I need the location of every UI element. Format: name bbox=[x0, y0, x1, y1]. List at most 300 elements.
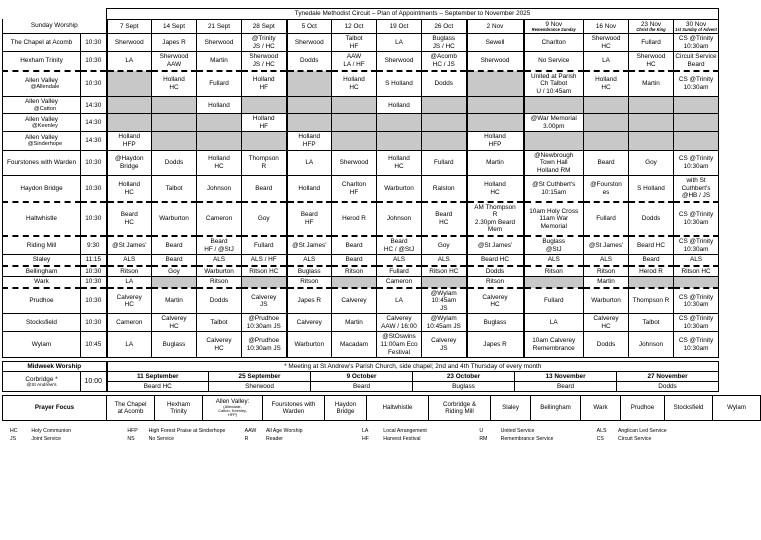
appointment-cell: Herod R bbox=[332, 202, 377, 236]
appointment-cell: Holland HF bbox=[242, 114, 287, 132]
appointment-cell: 10am Calverey Remembrance bbox=[524, 332, 584, 358]
service-time: 10:30 bbox=[81, 52, 107, 71]
appointment-cell: Johnson bbox=[629, 332, 674, 358]
appointment-cell: ALS bbox=[422, 255, 467, 266]
service-time: 10:30 bbox=[81, 202, 107, 236]
appointment-cell bbox=[377, 132, 422, 150]
appointment-cell: @Prudhoe 10:30am JS bbox=[242, 332, 287, 358]
appointment-cell: Japes R bbox=[287, 288, 332, 314]
legend-definition: No Service bbox=[148, 435, 175, 442]
table-row bbox=[3, 314, 719, 332]
appointment-cell: Buglass bbox=[152, 332, 197, 358]
appointment-cell: S Holland bbox=[629, 176, 674, 202]
venue-name: Slaley bbox=[3, 255, 81, 266]
appointment-cell: @Wylam 10:45am JS bbox=[422, 288, 467, 314]
appointment-cell bbox=[107, 114, 152, 132]
prayer-focus-item-10: Prudhoe bbox=[621, 396, 665, 420]
appointment-cell: LA bbox=[584, 52, 629, 71]
midweek-date-2: 9 October bbox=[311, 372, 413, 382]
midweek-dates-row bbox=[3, 372, 719, 382]
appointment-cell: Ritson bbox=[332, 266, 377, 277]
appointment-cell: Warburton bbox=[377, 176, 422, 202]
appointment-cell bbox=[629, 97, 674, 114]
prayer-focus-item-6: Corbridge & Riding Mill bbox=[429, 396, 491, 420]
appointment-cell: Holland bbox=[377, 97, 422, 114]
appointment-cell bbox=[629, 132, 674, 150]
appointment-cell: Cameron bbox=[197, 202, 242, 236]
date-header-7: 26 Oct bbox=[422, 19, 467, 34]
date-header-12: 30 Nov 1st Sunday of Advent bbox=[675, 20, 717, 33]
prayer-focus-item-9: Wark bbox=[581, 396, 621, 420]
appointment-cell: Talbot bbox=[629, 314, 674, 332]
appointment-cell: No Service bbox=[524, 52, 584, 71]
appointment-cell: Beard bbox=[152, 255, 197, 266]
appointment-cell: Circuit Service Beard bbox=[674, 52, 719, 71]
table-row bbox=[3, 52, 719, 71]
appointment-cell: @St Cuthbert's 10:15am bbox=[524, 176, 584, 202]
appointment-cell: Goy bbox=[242, 202, 287, 236]
appointment-cell: Dodds bbox=[584, 332, 629, 358]
appointment-cell: LA bbox=[107, 277, 152, 288]
appointment-cell: Macadam bbox=[332, 332, 377, 358]
midweek-date-1: 25 September bbox=[209, 372, 311, 382]
legend-row bbox=[8, 435, 712, 443]
appointment-cell: Calverey JS bbox=[242, 288, 287, 314]
appointment-cell: CS @Trinity 10:30am bbox=[674, 288, 719, 314]
appointment-cell: Calverey HC bbox=[584, 314, 629, 332]
service-time: 9:30 bbox=[81, 236, 107, 255]
appointment-cell bbox=[584, 114, 629, 132]
midweek-values-row bbox=[3, 382, 719, 392]
appointment-cell: Holland HC bbox=[584, 71, 629, 97]
appointment-cell: Sherwood HC bbox=[584, 34, 629, 52]
appointment-cell: Martin bbox=[197, 52, 242, 71]
appointment-cell bbox=[197, 132, 242, 150]
appointment-cell bbox=[197, 114, 242, 132]
date-header-0: 7 Sept bbox=[107, 19, 152, 34]
appointment-cell: Sherwood bbox=[377, 52, 422, 71]
appointment-cell: LA bbox=[107, 332, 152, 358]
abbreviation-legend bbox=[8, 427, 712, 443]
appointment-cell: Holland HC bbox=[332, 71, 377, 97]
appointment-cell: Holland HC bbox=[467, 176, 524, 202]
page-title: Tynedale Methodist Circuit – Plan of Appointments – September to November 2025 bbox=[107, 9, 719, 20]
service-time: 10:45 bbox=[81, 332, 107, 358]
appointment-cell: Holland HF bbox=[242, 71, 287, 97]
appointment-cell: ALS bbox=[524, 255, 584, 266]
legend-definition: High Forest Praise at Sinderhope bbox=[148, 427, 226, 434]
legend-definition: Joint Service bbox=[31, 435, 62, 442]
appointment-cell: Thompson R bbox=[629, 288, 674, 314]
appointment-cell bbox=[524, 277, 584, 288]
appointment-cell: Holland HC bbox=[107, 176, 152, 202]
appointment-cell: @Trinity JS / HC bbox=[242, 34, 287, 52]
appointment-cell: Sherwood bbox=[467, 52, 524, 71]
midweek-time: 10:00 bbox=[81, 372, 107, 392]
service-time: 14:30 bbox=[81, 132, 107, 150]
appointment-cell: Charlton HF bbox=[332, 176, 377, 202]
appointment-cell bbox=[467, 71, 524, 97]
service-time: 10:30 bbox=[81, 71, 107, 97]
legend-abbr: ALS bbox=[596, 427, 607, 434]
appointment-cell: Beard bbox=[332, 236, 377, 255]
service-time: 10:30 bbox=[81, 266, 107, 277]
midweek-title: Midweek Worship bbox=[3, 362, 107, 372]
appointment-cell: Talbot HF bbox=[332, 34, 377, 52]
appointment-cell bbox=[467, 97, 524, 114]
prayer-focus-table bbox=[2, 395, 761, 420]
appointment-cell: ALS bbox=[287, 255, 332, 266]
appointment-cell: Beard bbox=[584, 150, 629, 176]
appointment-cell: Ritson HC bbox=[242, 266, 287, 277]
sunday-worship-table bbox=[2, 8, 719, 358]
title-spacer2 bbox=[81, 9, 107, 20]
appointment-cell: Fullard bbox=[197, 71, 242, 97]
appointment-cell bbox=[242, 97, 287, 114]
appointment-cell: ALS / HF bbox=[242, 255, 287, 266]
appointment-cell: Herod R bbox=[629, 266, 674, 277]
service-time: 10:30 bbox=[81, 34, 107, 52]
appointment-cell: Beard bbox=[332, 255, 377, 266]
appointment-cell: Goy bbox=[629, 150, 674, 176]
appointment-cell bbox=[332, 97, 377, 114]
appointment-cell bbox=[467, 114, 524, 132]
appointment-cell bbox=[107, 71, 152, 97]
appointment-cell: Calverey HC bbox=[467, 288, 524, 314]
appointment-cell: Ritson HC bbox=[674, 266, 719, 277]
appointment-cell bbox=[287, 97, 332, 114]
appointment-cell: Ritson bbox=[287, 277, 332, 288]
appointment-cell: Warburton bbox=[152, 202, 197, 236]
appointment-cell: Dodds bbox=[197, 288, 242, 314]
appointment-cell: Calverey HC bbox=[152, 314, 197, 332]
date-header-6: 19 Oct bbox=[377, 19, 422, 34]
table-row bbox=[3, 332, 719, 358]
appointment-cell bbox=[674, 132, 719, 150]
appointment-cell bbox=[152, 114, 197, 132]
appointment-cell: CS @Trinity 10:30am bbox=[674, 236, 719, 255]
appointment-cell: Martin bbox=[629, 71, 674, 97]
appointment-cell: @War Memorial 3.00pm bbox=[524, 114, 584, 132]
legend-definition: Holy Communion bbox=[31, 427, 72, 434]
prayer-focus-title: Prayer Focus bbox=[3, 396, 107, 420]
appointment-cell: Calverey HC bbox=[197, 332, 242, 358]
appointment-cell: Holland HC bbox=[152, 71, 197, 97]
table-row bbox=[3, 288, 719, 314]
appointment-cell: Talbot bbox=[197, 314, 242, 332]
midweek-date-3: 23 October bbox=[413, 372, 515, 382]
venue-name: Allen Valley @Keenley bbox=[3, 114, 81, 132]
table-row bbox=[3, 266, 719, 277]
table-row bbox=[3, 132, 719, 150]
legend-definition: Reader bbox=[265, 435, 283, 442]
prayer-focus-item-5: Haltwhistle bbox=[367, 396, 429, 420]
service-time: 14:30 bbox=[81, 97, 107, 114]
appointment-cell: Fullard bbox=[377, 266, 422, 277]
legend-definition: Local Arrangement bbox=[383, 427, 427, 434]
appointment-cell: AAW LA / HF bbox=[332, 52, 377, 71]
appointment-cell: Thompson R bbox=[242, 150, 287, 176]
appointment-cell: Buglass bbox=[287, 266, 332, 277]
appointment-cell: CS @Trinity 10:30am bbox=[674, 332, 719, 358]
prayer-focus-item-8: Bellingham bbox=[531, 396, 581, 420]
appointment-cell: Cameron bbox=[107, 314, 152, 332]
appointment-cell: ALS bbox=[584, 255, 629, 266]
appointment-cell: Ritson bbox=[467, 277, 524, 288]
appointment-cell: Calverey bbox=[287, 314, 332, 332]
appointment-cell: Warburton bbox=[287, 332, 332, 358]
legend-row bbox=[8, 427, 712, 435]
appointment-cell bbox=[629, 277, 674, 288]
midweek-appointment: Dodds bbox=[617, 382, 719, 392]
midweek-appointment: Beard bbox=[515, 382, 617, 392]
legend-abbr: RM bbox=[479, 435, 488, 442]
midweek-appointment: Beard bbox=[311, 382, 413, 392]
appointment-cell: Dodds bbox=[152, 150, 197, 176]
table-row bbox=[3, 114, 719, 132]
midweek-venue: Corbridge * @St Andrew's bbox=[3, 372, 81, 392]
title-spacer bbox=[3, 9, 81, 20]
appointment-cell: Buglass @StJ bbox=[524, 236, 584, 255]
appointment-cell: Beard HC bbox=[629, 236, 674, 255]
prayer-focus-item-4: Haydon Bridge bbox=[325, 396, 367, 420]
appointment-cell: @Newbrough Town Hall Holland RM bbox=[524, 150, 584, 176]
appointment-cell: Japes R bbox=[152, 34, 197, 52]
appointment-cell: Buglass JS / HC bbox=[422, 34, 467, 52]
appointment-cell: ALS bbox=[674, 255, 719, 266]
appointment-cell: @St James' bbox=[287, 236, 332, 255]
appointment-cell: Dodds bbox=[629, 202, 674, 236]
appointment-cell: Fullard bbox=[422, 150, 467, 176]
appointment-cell: Warburton bbox=[197, 266, 242, 277]
appointment-cell: Sherwood HC bbox=[629, 52, 674, 71]
appointment-cell: S Holland bbox=[377, 71, 422, 97]
appointment-cell: Beard HF bbox=[287, 202, 332, 236]
table-row bbox=[3, 97, 719, 114]
appointment-cell: Beard HC bbox=[107, 202, 152, 236]
appointment-cell: Sherwood bbox=[107, 34, 152, 52]
venue-name: Haydon Bridge bbox=[3, 176, 81, 202]
legend-abbr: U bbox=[479, 427, 484, 434]
appointment-cell bbox=[287, 114, 332, 132]
appointment-cell: @Prudhoe 10:30am JS bbox=[242, 314, 287, 332]
appointment-cell: ALS bbox=[377, 255, 422, 266]
venue-name: Haltwhistle bbox=[3, 202, 81, 236]
appointment-cell: @St James' bbox=[584, 236, 629, 255]
venue-name: The Chapel at Acomb bbox=[3, 34, 81, 52]
midweek-date-4: 13 November bbox=[515, 372, 617, 382]
legend-definition: Circuit Service bbox=[617, 435, 652, 442]
prayer-focus-item-2: Allen Valley: (Allendale, Catton, Keenley, HFP) bbox=[203, 396, 263, 420]
appointment-cell: CS @Trinity 10:30am bbox=[674, 202, 719, 236]
prayer-focus-item-7: Slaley bbox=[491, 396, 531, 420]
appointment-cell: CS @Trinity 10:30am bbox=[674, 34, 719, 52]
table-row bbox=[3, 277, 719, 288]
midweek-appointment: Buglass bbox=[413, 382, 515, 392]
plan-header-row bbox=[3, 19, 719, 34]
legend-definition: All Age Worship bbox=[265, 427, 303, 434]
appointment-cell: Beard HC bbox=[422, 202, 467, 236]
appointment-cell: Japes R bbox=[467, 332, 524, 358]
appointment-cell: Martin bbox=[467, 150, 524, 176]
appointment-cell bbox=[524, 97, 584, 114]
midweek-appointment: Beard HC bbox=[107, 382, 209, 392]
midweek-appointment: Sherwood bbox=[209, 382, 311, 392]
appointment-cell: Beard HC / @StJ bbox=[377, 236, 422, 255]
appointment-cell: Beard HC bbox=[467, 255, 524, 266]
appointment-cell: Ralston bbox=[422, 176, 467, 202]
date-header-3: 28 Sept bbox=[242, 19, 287, 34]
legend-abbr: HC bbox=[10, 427, 18, 434]
appointment-cell: LA bbox=[377, 34, 422, 52]
venue-name: Allen Valley @Catton bbox=[3, 97, 81, 114]
appointment-cell: Martin bbox=[584, 277, 629, 288]
prayer-focus-item-12: Wylam bbox=[713, 396, 761, 420]
venue-name: Riding Mill bbox=[3, 236, 81, 255]
venue-name: Allen Valley @Allendale bbox=[3, 71, 81, 97]
appointment-cell bbox=[674, 97, 719, 114]
appointment-cell: with St Cuthbert's @HB / JS bbox=[674, 176, 719, 202]
legend-definition: Harvest Festival bbox=[383, 435, 421, 442]
appointment-cell: @Acomb HC / JS bbox=[422, 52, 467, 71]
date-header-10: 16 Nov bbox=[584, 19, 629, 34]
table-row bbox=[3, 71, 719, 97]
appointment-cell: ALS bbox=[197, 255, 242, 266]
prayer-focus-item-3: Fourstones with Warden bbox=[263, 396, 325, 420]
appointment-cell: Holland HFP bbox=[467, 132, 524, 150]
date-header-11: 23 Nov Christ the King bbox=[629, 19, 674, 34]
appointment-cell bbox=[584, 132, 629, 150]
legend-definition: Anglican Led Service bbox=[617, 427, 667, 434]
appointment-cell: Holland bbox=[197, 97, 242, 114]
appointment-cell bbox=[332, 277, 377, 288]
venue-name: Stocksfield bbox=[3, 314, 81, 332]
appointment-cell: Fullard bbox=[584, 202, 629, 236]
date-header-1: 14 Sept bbox=[152, 19, 197, 34]
appointment-cell: Ritson bbox=[107, 266, 152, 277]
plan-title-row bbox=[3, 9, 719, 20]
appointment-cell: Ritson bbox=[584, 266, 629, 277]
appointment-cell: Talbot bbox=[152, 176, 197, 202]
appointment-cell: Goy bbox=[422, 236, 467, 255]
appointment-cell bbox=[422, 277, 467, 288]
venue-name: Prudhoe bbox=[3, 288, 81, 314]
table-row bbox=[3, 236, 719, 255]
appointment-cell bbox=[107, 97, 152, 114]
table-row bbox=[3, 34, 719, 52]
prayer-focus-item-11: Stocksfield bbox=[665, 396, 713, 420]
venue-name: Wylam bbox=[3, 332, 81, 358]
appointment-cell: Fullard bbox=[524, 288, 584, 314]
appointment-cell bbox=[242, 277, 287, 288]
appointment-cell: @St James' bbox=[467, 236, 524, 255]
prayer-focus-item-1: Hexham Trinity bbox=[155, 396, 203, 420]
appointment-cell: LA bbox=[524, 314, 584, 332]
appointment-cell: Cameron bbox=[377, 277, 422, 288]
prayer-focus-row bbox=[3, 396, 761, 420]
venue-name: Bellingham bbox=[3, 266, 81, 277]
appointment-cell: Holland HC bbox=[197, 150, 242, 176]
appointment-cell bbox=[674, 114, 719, 132]
service-time: 10:30 bbox=[81, 150, 107, 176]
appointment-cell: Dodds bbox=[287, 52, 332, 71]
table-row bbox=[3, 150, 719, 176]
legend-abbr: HF bbox=[361, 435, 369, 442]
appointment-cell: Holland bbox=[287, 176, 332, 202]
appointment-cell: Sewell bbox=[467, 34, 524, 52]
appointment-cell: Sherwood JS / HC bbox=[242, 52, 287, 71]
appointment-cell: LA bbox=[107, 52, 152, 71]
service-time: 10:30 bbox=[81, 277, 107, 288]
appointment-cell: @Haydon Bridge bbox=[107, 150, 152, 176]
appointment-cell: Dodds bbox=[467, 266, 524, 277]
appointment-cell: Martin bbox=[152, 288, 197, 314]
appointment-cell: Sherwood bbox=[287, 34, 332, 52]
prayer-focus-item-0: The Chapel at Acomb bbox=[107, 396, 155, 420]
service-time: 11:15 bbox=[81, 255, 107, 266]
appointment-cell: @Wylam 10:45am JS bbox=[422, 314, 467, 332]
appointment-cell: Sherwood AAW bbox=[152, 52, 197, 71]
midweek-worship-table bbox=[2, 361, 719, 392]
appointment-cell bbox=[422, 132, 467, 150]
legend-definition: Remembrance Service bbox=[500, 435, 554, 442]
appointment-cell: LA bbox=[287, 150, 332, 176]
midweek-date-0: 11 September bbox=[107, 372, 209, 382]
service-time: 10:30 bbox=[81, 314, 107, 332]
venue-name: Wark bbox=[3, 277, 81, 288]
appointment-cell bbox=[674, 277, 719, 288]
appointment-cell: Buglass bbox=[467, 314, 524, 332]
legend-abbr: R bbox=[244, 435, 249, 442]
appointment-cell: Beard HF / @StJ bbox=[197, 236, 242, 255]
appointment-cell bbox=[152, 132, 197, 150]
appointment-cell bbox=[332, 132, 377, 150]
appointment-cell: CS @Trinity 10:30am bbox=[674, 150, 719, 176]
appointment-cell: Johnson bbox=[377, 202, 422, 236]
appointment-cell: Beard bbox=[629, 255, 674, 266]
legend-abbr: NS bbox=[127, 435, 135, 442]
appointment-cell: Holland HFP bbox=[107, 132, 152, 150]
legend-abbr: HFP bbox=[127, 427, 138, 434]
appointment-cell: @Fourston es bbox=[584, 176, 629, 202]
appointment-cell: Warburton bbox=[584, 288, 629, 314]
appointment-cell: Dodds bbox=[422, 71, 467, 97]
table-row bbox=[3, 176, 719, 202]
appointment-cell bbox=[287, 71, 332, 97]
appointment-cell: Calverey bbox=[332, 288, 377, 314]
sunday-worship-header: Sunday Worship bbox=[3, 19, 107, 34]
venue-name: Allen Valley @Sinderhope bbox=[3, 132, 81, 150]
appointment-cell: Fullard bbox=[242, 236, 287, 255]
date-header-2: 21 Sept bbox=[197, 19, 242, 34]
appointment-cell bbox=[152, 277, 197, 288]
appointment-cell: Sherwood bbox=[332, 150, 377, 176]
date-header-8: 2 Nov bbox=[467, 19, 524, 34]
appointment-cell: United at Parish Ch Talbot U / 10:45am bbox=[524, 71, 584, 97]
appointment-cell: Martin bbox=[332, 314, 377, 332]
appointment-cell: Beard bbox=[152, 236, 197, 255]
appointment-cell: Calverey HC bbox=[107, 288, 152, 314]
appointment-cell: Holland HC bbox=[377, 150, 422, 176]
date-header-5: 12 Oct bbox=[332, 19, 377, 34]
midweek-date-5: 27 November bbox=[617, 372, 719, 382]
appointment-cell bbox=[242, 132, 287, 150]
appointment-cell: Ritson HC bbox=[422, 266, 467, 277]
appointment-cell: Sherwood bbox=[197, 34, 242, 52]
appointment-cell: Ritson bbox=[197, 277, 242, 288]
appointment-cell: Johnson bbox=[197, 176, 242, 202]
appointment-cell: CS @Trinity 10:30am bbox=[674, 71, 719, 97]
